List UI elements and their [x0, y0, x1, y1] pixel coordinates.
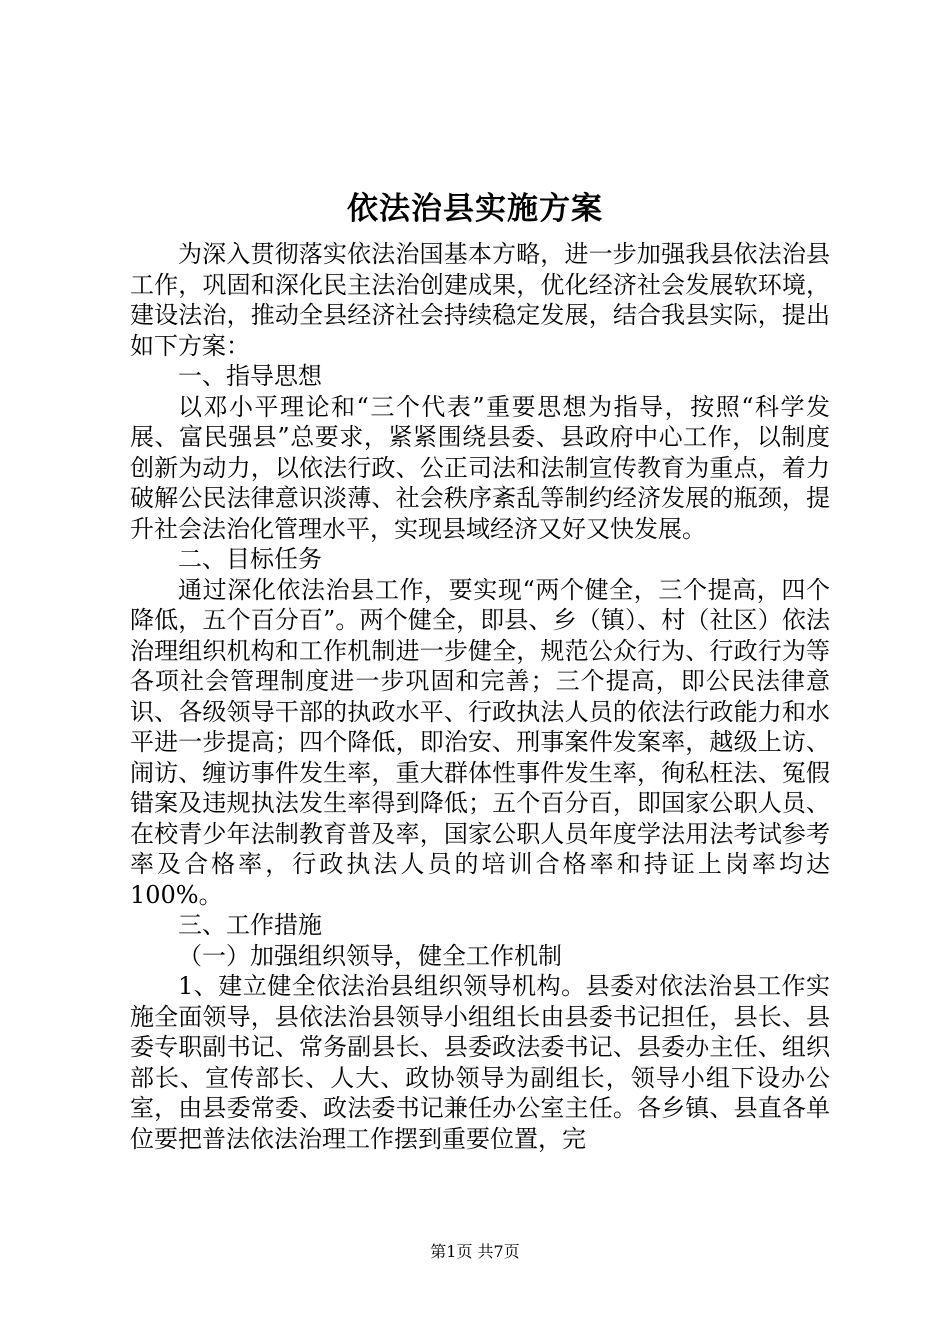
page-indicator: 第1页 共7页 — [430, 1242, 520, 1261]
paragraph-organization: 1、建立健全依法治县组织领导机构。县委对依法治县工作实施全面领导，县依法治县领导小组组长由县委书记担任，县长、县委专职副书记、常务副县长、县委政法委书记、县委办主任、组织部长、宣传部长、人大、政协领导为副组长，领导小组下设办公室，由县委常委、政法委书记兼任办公室主任。各乡镇、县直各单位要把普法依法治理工作摆到重要位置，完 — [130, 972, 830, 1153]
paragraph-intro: 为深入贯彻落实依法治国基本方略，进一步加强我县依法治县工作，巩固和深化民主法治创建成果，优化经济社会发展软环境，建设法治，推动全县经济社会持续稳定发展，结合我县实际，提出如下方案： — [130, 240, 830, 360]
document-title: 依法治县实施方案 — [347, 191, 603, 227]
subsection-heading-organization: （一）加强组织领导，健全工作机制 — [178, 941, 562, 970]
paragraph-goals: 通过深化依法治县工作，要实现“两个健全，三个提高，四个降低，五个百分百”。两个健全，即县、乡（镇）、村（社区）依法治理组织机构和工作机制进一步健全，规范公众行为、行政行为等各项社会管理制度进一步巩固和完善；三个提高，即公民法律意识、各级领导干部的执政水平、行政执法人员的依法行政能力和水平进一步提高；四个降低，即治安、刑事案件发案率，越级上访、闹访、缠访事件发生率，重大群体性事件发生率，徇私枉法、冤假错案及违规执法发生率得到降低；五个百分百，即国家公职人员、在校青少年法制教育普及率，国家公职人员年度学法用法考试参考率及合格率，行政执法人员的培训合格率和持证上岗率均达100%。 — [130, 575, 830, 909]
section-heading-measures: 三、工作措施 — [178, 911, 322, 939]
section-heading-guiding-ideology: 一、指导思想 — [178, 362, 322, 390]
document-body — [130, 239, 830, 1154]
section-heading-goals: 二、目标任务 — [178, 545, 322, 573]
paragraph-guiding-ideology: 以邓小平理论和“三个代表”重要思想为指导，按照“科学发展、富民强县”总要求，紧紧围绕县委、县政府中心工作，以制度创新为动力，以依法行政、公正司法和法制宣传教育为重点，着力破解公民法律意识淡薄、社会秩序紊乱等制约经济发展的瓶颈，提升社会法治化管理水平，实现县域经济又好又快发展。 — [130, 392, 830, 543]
